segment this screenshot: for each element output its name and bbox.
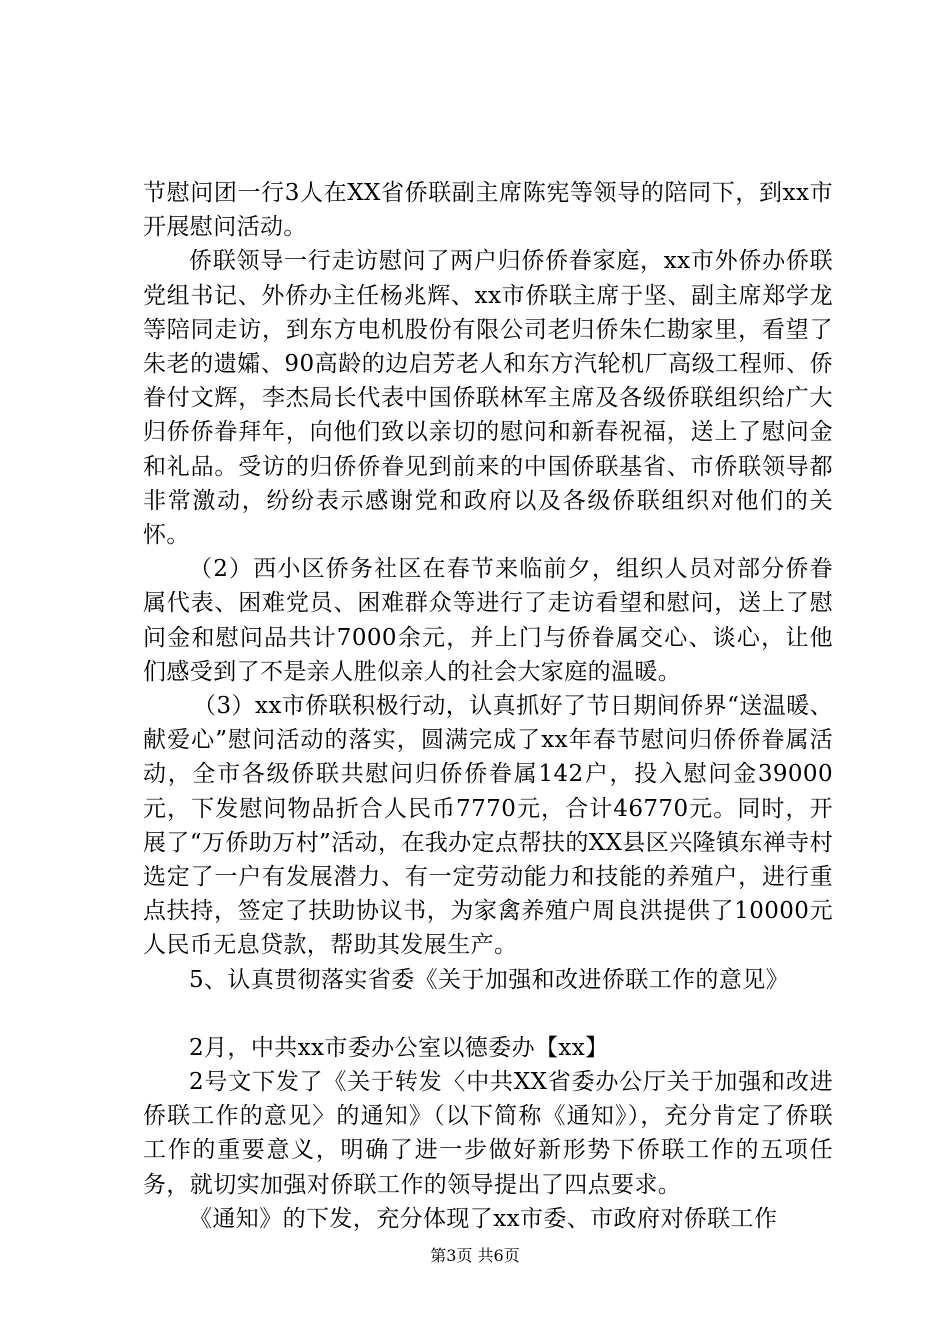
page-footer — [0, 1246, 950, 1266]
paragraph-gap — [143, 997, 833, 1031]
document-body — [143, 176, 833, 1236]
paragraph-family-visit: 侨联领导一行走访慰问了两户归侨侨眷家庭，xx市外侨办侨联党组书记、外侨办主任杨兆辉、xx市侨联主席于坚、副主席郑学龙等陪同走访，到东方电机股份有限公司老归侨朱仁勘家里，看望了朱老的遗孀、90高龄的边启芳老人和东方汽轮机厂高级工程师、侨眷付文辉，李杰局长代表中国侨联林军主席及各级侨联组织给广大归侨侨眷拜年，向他们致以亲切的慰问和新春祝福，送上了慰问金和礼品。受访的归侨侨眷见到前来的中国侨联基省、市侨联领导都非常激动，纷纷表示感谢党和政府以及各级侨联组织对他们的关怀。 — [143, 248, 833, 549]
paragraph-february-notice: 2月，中共xx市委办公室以德委办【xx】 — [189, 1034, 609, 1061]
paragraph-visit-group: 节慰问团一行3人在XX省侨联副主席陈宪等领导的陪同下，到xx市开展慰问活动。 — [143, 180, 833, 241]
paragraph-community-visit: （2）西小区侨务社区在春节来临前夕，组织人员对部分侨眷属代表、困难党员、困难群众等进行了走访看望和慰问，送上了慰问金和慰问品共计7000余元，并上门与侨眷属交心、谈心，让他们感受到了不是亲人胜似亲人的社会大家庭的温暖。 — [143, 556, 833, 685]
paragraph-document-issued: 2号文下发了《关于转发〈中共XX省委办公厅关于加强和改进侨联工作的意见〉的通知》（以下简称《通知》），充分肯定了侨联工作的重要意义，明确了进一步做好新形势下侨联工作的五项任务，就切实加强对侨联工作的领导提出了四点要求。 — [143, 1069, 833, 1198]
paragraph-notice-significance: 《通知》的下发，充分体现了xx市委、市政府对侨联工作 — [189, 1205, 778, 1232]
paragraph-city-federation: （3）xx市侨联积极行动，认真抓好了节日期间侨界“送温暖、献爱心”慰问活动的落实，圆满完成了xx年春节慰问归侨侨眷属活动，全市各级侨联共慰问归侨侨眷属142户，投入慰问金39000元，下发慰问物品折合人民币7770元，合计46770元。同时，开展了“万侨助万村”活动，在我办定点帮扶的XX县区兴隆镇东禅寺村选定了一户有发展潜力、有一定劳动能力和技能的养殖户，进行重点扶持，签定了扶助协议书，为家禽养殖户周良洪提供了10000元人民币无息贷款，帮助其发展生产。 — [143, 693, 833, 959]
paragraph-section-heading: 5、认真贯彻落实省委《关于加强和改进侨联工作的意见》 — [189, 966, 790, 993]
page-number-label: 第3页 共6页 — [430, 1246, 520, 1265]
